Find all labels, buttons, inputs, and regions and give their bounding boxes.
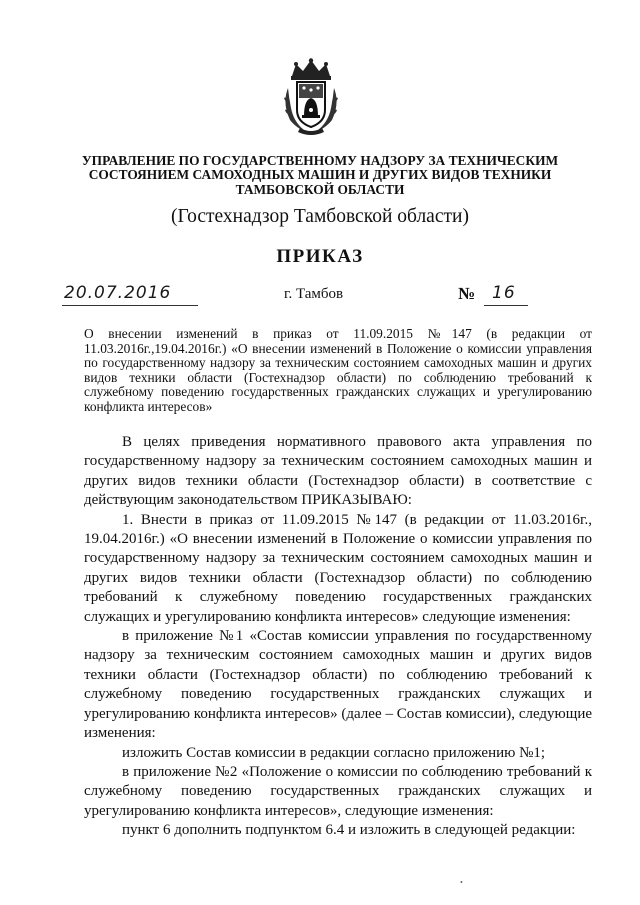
body-paragraph: пункт 6 дополнить подпунктом 6.4 и изложить в следующей редакции: [122,822,576,839]
document-type-title: ПРИКАЗ [276,246,364,267]
order-number-field [484,283,528,306]
agency-short-name: (Гостехнадзор Тамбовской области) [171,206,469,227]
order-body [84,433,592,841]
order-city: г. Тамбов [284,286,344,302]
body-paragraph: изложить Состав комиссии в редакции согласно приложению №1; [122,744,546,761]
body-paragraph: в приложение №2 «Положение о комиссии по соблюдению требований к служебному поведению государственных гражданских служащих и урегулированию конфликта интересов», следующие изменения: [84,763,592,819]
body-paragraph: 1. Внести в приказ от 11.09.2015 №147 (в редакции от 11.03.2016г., 19.04.2016г.) «О внесении изменений в Положение о комиссии управления по государственному надзору за техническим состоянием самоходных машин и других видов техники области (Гостехнадзор области) по соблюдению требований к служебному поведению государственных гражданских служащих и урегулированию конфликта интересов» следующие изменения: [84,511,592,625]
order-date-field [62,283,198,306]
order-number-sign: № [458,284,476,303]
scan-dot-mark: • [460,878,463,887]
body-paragraph: в приложение №1 «Состав комиссии управления по государственному надзору за техническим состоянием самоходных машин и других видов техники области (Гостехнадзор области) по соблюдению требований к служебному поведению государственных гражданских служащих и урегулированию конфликта интересов» (далее – Состав комиссии), следующие изменения: [84,628,592,742]
order-subject: О внесении изменений в приказ от 11.09.2015 №147 (в редакции от 11.03.2016г.,19.04.2016г.) «О внесении изменений в Положение о комиссии управления по государственному надзору за техническим состоянием самоходных машин и других видов техники области (Гостехнадзор области) по соблюдению требований к служебному поведению государственных гражданских служащих и урегулированию конфликта интересов» [84,326,592,414]
agency-name [60,154,580,197]
coat-of-arms-icon [280,58,342,136]
agency-name-line: ТАМБОВСКОЙ ОБЛАСТИ [235,181,405,197]
body-paragraph: В целях приведения нормативного правового акта управления по государственному надзору за техническим состоянием самоходных машин и других видов техники области (Гостехнадзор области) в соответствие с действующим законодательством ПРИКАЗЫВАЮ: [84,434,592,509]
order-date: 20.07.2016 [64,283,172,303]
agency-name-line: СОСТОЯНИЕМ САМОХОДНЫХ МАШИН И ДРУГИХ ВИДОВ ТЕХНИКИ [88,167,552,183]
order-number: 16 [492,283,516,303]
agency-name-line: УПРАВЛЕНИЕ ПО ГОСУДАРСТВЕННОМУ НАДЗОРУ ЗА ТЕХНИЧЕСКИМ [81,153,559,168]
order-meta-line [0,283,640,309]
